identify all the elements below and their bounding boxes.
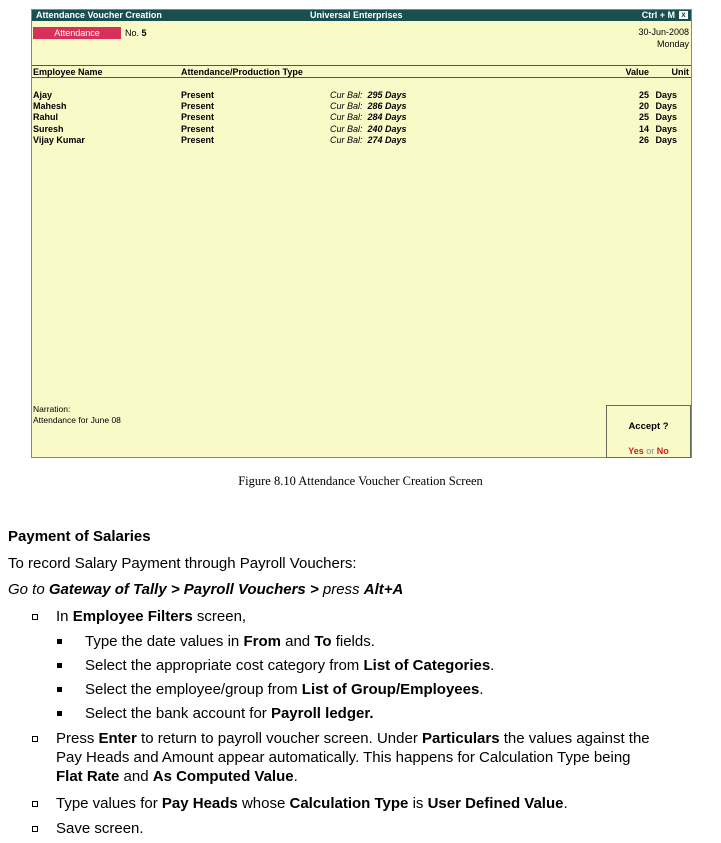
step-text: . (479, 681, 484, 698)
table-row[interactable] (32, 101, 691, 112)
balance-label: Cur Bal: (330, 112, 363, 122)
bullet-filled-square-icon (57, 639, 62, 644)
step-bold: List of Group/Employees (301, 681, 480, 698)
accept-dialog (606, 405, 691, 458)
col-attendance-type: Attendance/Production Type (181, 67, 303, 77)
step-bold: List of Categories (363, 657, 491, 674)
step-text: Type values for (56, 795, 162, 812)
header-bottom-rule (32, 77, 691, 78)
balance-label: Cur Bal: (330, 124, 363, 134)
attendance-type: Present (181, 90, 215, 100)
path-press: press (322, 581, 364, 598)
step-text: Select the bank account for (85, 705, 271, 722)
step-bold: Particulars (422, 730, 500, 747)
col-employee-name: Employee Name (33, 67, 103, 77)
employee-name: Ajay (33, 90, 53, 100)
attendance-value[interactable]: 14 (638, 124, 649, 134)
current-balance (330, 90, 407, 100)
bullet-square-icon (32, 801, 38, 807)
step-text: screen, (192, 608, 247, 625)
attendance-value[interactable]: 25 (638, 90, 649, 100)
no-button[interactable]: No (656, 446, 669, 456)
screen-title: Attendance Voucher Creation (36, 10, 162, 20)
substep-ledger (85, 704, 374, 723)
attendance-type: Present (181, 112, 215, 122)
bullet-square-icon (32, 736, 38, 742)
balance-value: 295 Days (367, 90, 407, 100)
employee-name: Suresh (33, 124, 64, 134)
voucher-day: Monday (656, 39, 689, 49)
intro-text: To record Salary Payment through Payroll Vouchers: (8, 555, 357, 572)
step-text: Press (56, 730, 99, 747)
current-balance (330, 135, 407, 145)
employee-name: Mahesh (33, 101, 67, 111)
attendance-value[interactable]: 20 (638, 101, 649, 111)
table-row[interactable] (32, 135, 691, 146)
step-line (56, 729, 716, 748)
step-text: . (490, 657, 495, 674)
close-icon[interactable]: x (679, 11, 688, 19)
voucher-number-value: 5 (141, 28, 147, 38)
attendance-value[interactable]: 25 (638, 112, 649, 122)
balance-label: Cur Bal: (330, 101, 363, 111)
step-text: Select the employee/group from (85, 681, 302, 698)
step-bold: Enter (98, 730, 137, 747)
step-text: is (408, 795, 428, 812)
attendance-type: Present (181, 135, 215, 145)
header-top-rule (32, 65, 691, 66)
path-key: Alt+A (363, 581, 404, 598)
title-bar (32, 10, 691, 21)
bullet-square-icon (32, 614, 38, 620)
step-bold: User Defined Value (427, 795, 564, 812)
bullet-filled-square-icon (57, 687, 62, 692)
figure-caption: Figure 8.10 Attendance Voucher Creation Screen (238, 474, 483, 488)
table-row[interactable] (32, 112, 691, 123)
attendance-unit: Days (655, 101, 677, 111)
step-bold: As Computed Value (152, 768, 294, 785)
step-text: Type the date values in (85, 633, 244, 650)
balance-label: Cur Bal: (330, 135, 363, 145)
bullet-square-icon (32, 826, 38, 832)
col-value: Value (625, 67, 649, 77)
step-bold: Calculation Type (289, 795, 409, 812)
balance-value: 240 Days (367, 124, 407, 134)
company-name: Universal Enterprises (310, 10, 403, 20)
step-bold: Pay Heads (161, 795, 238, 812)
path-vouchers: Payroll Vouchers > (183, 581, 323, 598)
attendance-voucher-screen (31, 9, 692, 458)
table-row[interactable] (32, 90, 691, 101)
step-text: fields. (331, 633, 375, 650)
attendance-unit: Days (655, 124, 677, 134)
step-text: In (56, 608, 73, 625)
attendance-value[interactable]: 26 (638, 135, 649, 145)
attendance-unit: Days (655, 135, 677, 145)
current-balance (330, 124, 407, 134)
balance-value: 286 Days (367, 101, 407, 111)
step-bold: Employee Filters (72, 608, 193, 625)
or-label: or (646, 446, 655, 456)
substep-category (85, 656, 494, 675)
narration-label: Narration: (33, 404, 71, 414)
step-bold: Flat Rate (56, 768, 120, 785)
step-text: and (280, 633, 315, 650)
step-bold: To (314, 633, 332, 650)
voucher-type-badge[interactable]: Attendance (33, 27, 121, 39)
path-gateway: Gateway of Tally > (48, 581, 184, 598)
attendance-unit: Days (655, 90, 677, 100)
yes-button[interactable]: Yes (628, 446, 644, 456)
employee-name: Rahul (33, 112, 59, 122)
narration-input[interactable]: Attendance for June 08 (33, 415, 121, 425)
voucher-number-label: No. (125, 28, 140, 38)
bullet-filled-square-icon (57, 663, 62, 668)
bullet-filled-square-icon (57, 711, 62, 716)
current-balance (330, 101, 407, 111)
attendance-type: Present (181, 101, 215, 111)
step-type-values (56, 794, 568, 813)
step-text: the values against the (499, 730, 650, 747)
step-text: . (293, 768, 298, 785)
accept-question: Accept ? (628, 421, 669, 432)
step-employee-filters (56, 607, 246, 626)
step-text: . (563, 795, 568, 812)
voucher-date[interactable]: 30-Jun-2008 (638, 27, 689, 37)
step-text: Select the appropriate cost category from (85, 657, 364, 674)
step-press-enter (56, 729, 716, 786)
section-title: Payment of Salaries (8, 528, 151, 545)
accept-options (607, 446, 690, 456)
balance-value: 274 Days (367, 135, 407, 145)
step-line (56, 767, 716, 786)
step-bold: From (243, 633, 281, 650)
balance-label: Cur Bal: (330, 90, 363, 100)
path-goto: Go to (8, 581, 49, 598)
current-balance (330, 112, 407, 122)
step-text: to return to payroll voucher screen. Under (136, 730, 422, 747)
table-row[interactable] (32, 124, 691, 135)
step-text: and (119, 768, 153, 785)
shortcut-label: Ctrl + M (641, 10, 675, 20)
step-bold: Payroll ledger. (270, 705, 374, 722)
attendance-type: Present (181, 124, 215, 134)
voucher-number (125, 28, 147, 38)
attendance-unit: Days (655, 112, 677, 122)
step-save: Save screen. (56, 820, 144, 837)
step-text: whose (237, 795, 290, 812)
col-unit: Unit (671, 67, 689, 77)
balance-value: 284 Days (367, 112, 407, 122)
substep-employee (85, 680, 484, 699)
substep-dates (85, 632, 375, 651)
navigation-path (8, 581, 403, 598)
employee-name: Vijay Kumar (33, 135, 85, 145)
step-line: Pay Heads and Amount appear automatically. This happens for Calculation Type being (56, 749, 631, 766)
